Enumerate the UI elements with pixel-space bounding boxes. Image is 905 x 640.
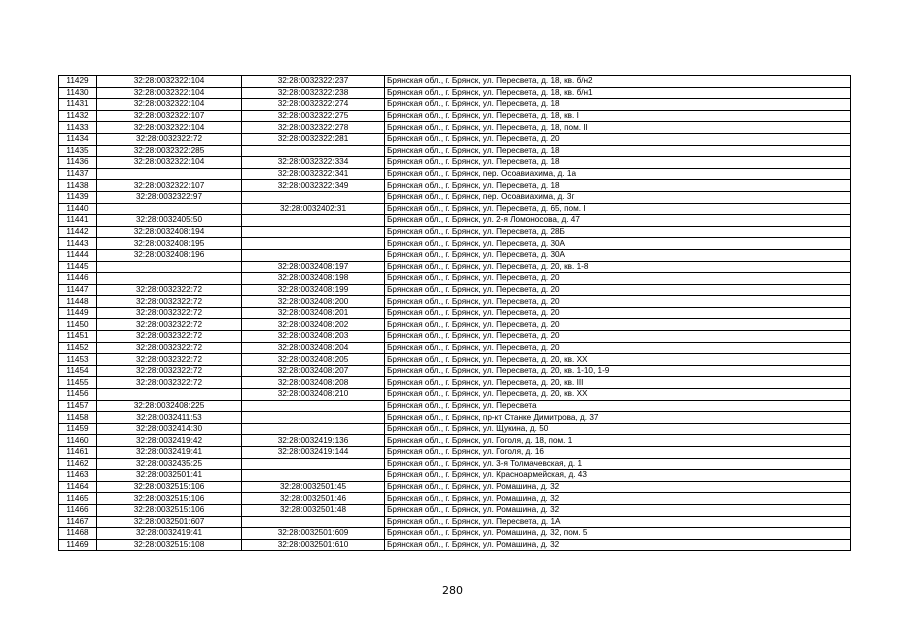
row-number-cell: 11452 — [59, 342, 97, 354]
row-number-cell: 11432 — [59, 110, 97, 122]
row-number-cell: 11436 — [59, 157, 97, 169]
table-row — [59, 435, 851, 447]
row-number-cell: 11466 — [59, 504, 97, 516]
building-cadastral-number-cell — [242, 226, 385, 238]
row-number-cell: 11453 — [59, 354, 97, 366]
row-number-cell: 11467 — [59, 516, 97, 528]
building-cadastral-number-cell: 32:28:0032408:207 — [242, 365, 385, 377]
land-cadastral-number-cell: 32:28:0032408:195 — [97, 238, 242, 250]
table-row — [59, 180, 851, 192]
row-number-cell: 11437 — [59, 168, 97, 180]
land-cadastral-number-cell — [97, 261, 242, 273]
land-cadastral-number-cell: 32:28:0032322:72 — [97, 284, 242, 296]
address-cell: Брянская обл., г. Брянск, ул. Пересвета, д. 28Б — [385, 226, 851, 238]
building-cadastral-number-cell: 32:28:0032501:45 — [242, 481, 385, 493]
address-cell: Брянская обл., г. Брянск, пр-кт Станке Димитрова, д. 37 — [385, 412, 851, 424]
building-cadastral-number-cell — [242, 458, 385, 470]
building-cadastral-number-cell: 32:28:0032408:210 — [242, 389, 385, 401]
row-number-cell: 11431 — [59, 99, 97, 111]
land-cadastral-number-cell: 32:28:0032322:72 — [97, 354, 242, 366]
row-number-cell: 11468 — [59, 528, 97, 540]
table-row — [59, 226, 851, 238]
table-row — [59, 284, 851, 296]
land-cadastral-number-cell: 32:28:0032322:72 — [97, 319, 242, 331]
address-cell: Брянская обл., г. Брянск, ул. Пересвета, д. 20 — [385, 319, 851, 331]
land-cadastral-number-cell: 32:28:0032435:25 — [97, 458, 242, 470]
row-number-cell: 11435 — [59, 145, 97, 157]
address-cell: Брянская обл., г. Брянск, ул. Ромашина, д. 32 — [385, 539, 851, 551]
building-cadastral-number-cell — [242, 516, 385, 528]
address-cell: Брянская обл., г. Брянск, ул. Пересвета, д. 20 — [385, 296, 851, 308]
land-cadastral-number-cell: 32:28:0032322:72 — [97, 331, 242, 343]
building-cadastral-number-cell — [242, 215, 385, 227]
row-number-cell: 11444 — [59, 249, 97, 261]
land-cadastral-number-cell: 32:28:0032322:107 — [97, 110, 242, 122]
table-row — [59, 516, 851, 528]
registry-table-body — [59, 76, 851, 551]
table-row — [59, 365, 851, 377]
table-row — [59, 273, 851, 285]
address-cell: Брянская обл., г. Брянск, ул. Пересвета, д. 20 — [385, 133, 851, 145]
building-cadastral-number-cell: 32:28:0032322:237 — [242, 76, 385, 88]
table-row — [59, 145, 851, 157]
building-cadastral-number-cell: 32:28:0032501:48 — [242, 504, 385, 516]
address-cell: Брянская обл., г. Брянск, ул. Пересвета, д. 18 — [385, 99, 851, 111]
building-cadastral-number-cell: 32:28:0032408:205 — [242, 354, 385, 366]
table-row — [59, 447, 851, 459]
land-cadastral-number-cell: 32:28:0032322:104 — [97, 76, 242, 88]
land-cadastral-number-cell: 32:28:0032419:42 — [97, 435, 242, 447]
row-number-cell: 11455 — [59, 377, 97, 389]
table-row — [59, 458, 851, 470]
table-row — [59, 423, 851, 435]
address-cell: Брянская обл., г. Брянск, ул. 2-я Ломоносова, д. 47 — [385, 215, 851, 227]
land-cadastral-number-cell: 32:28:0032515:106 — [97, 493, 242, 505]
building-cadastral-number-cell: 32:28:0032408:204 — [242, 342, 385, 354]
table-row — [59, 528, 851, 540]
table-row — [59, 400, 851, 412]
address-cell: Брянская обл., г. Брянск, ул. 3-я Толмачевская, д. 1 — [385, 458, 851, 470]
building-cadastral-number-cell: 32:28:0032501:610 — [242, 539, 385, 551]
table-row — [59, 191, 851, 203]
building-cadastral-number-cell: 32:28:0032408:208 — [242, 377, 385, 389]
address-cell: Брянская обл., г. Брянск, ул. Пересвета, д. 20, кв. XX — [385, 354, 851, 366]
table-row — [59, 76, 851, 88]
address-cell: Брянская обл., г. Брянск, ул. Пересвета, д. 20 — [385, 342, 851, 354]
row-number-cell: 11438 — [59, 180, 97, 192]
land-cadastral-number-cell: 32:28:0032408:225 — [97, 400, 242, 412]
row-number-cell: 11439 — [59, 191, 97, 203]
land-cadastral-number-cell: 32:28:0032414:30 — [97, 423, 242, 435]
address-cell: Брянская обл., г. Брянск, ул. Ромашина, д. 32 — [385, 481, 851, 493]
land-cadastral-number-cell: 32:28:0032322:72 — [97, 307, 242, 319]
row-number-cell: 11456 — [59, 389, 97, 401]
address-cell: Брянская обл., г. Брянск, ул. Пересвета, д. 20, кв. III — [385, 377, 851, 389]
address-cell: Брянская обл., г. Брянск, ул. Ромашина, д. 32 — [385, 504, 851, 516]
land-cadastral-number-cell: 32:28:0032322:72 — [97, 133, 242, 145]
row-number-cell: 11440 — [59, 203, 97, 215]
building-cadastral-number-cell — [242, 249, 385, 261]
land-cadastral-number-cell: 32:28:0032322:72 — [97, 377, 242, 389]
building-cadastral-number-cell — [242, 238, 385, 250]
address-cell: Брянская обл., г. Брянск, ул. Пересвета, д. 1А — [385, 516, 851, 528]
address-cell: Брянская обл., г. Брянск, ул. Пересвета — [385, 400, 851, 412]
table-row — [59, 99, 851, 111]
table-row — [59, 354, 851, 366]
row-number-cell: 11434 — [59, 133, 97, 145]
registry-table — [58, 75, 851, 551]
table-row — [59, 168, 851, 180]
table-row — [59, 261, 851, 273]
building-cadastral-number-cell: 32:28:0032408:200 — [242, 296, 385, 308]
table-row — [59, 470, 851, 482]
row-number-cell: 11463 — [59, 470, 97, 482]
land-cadastral-number-cell: 32:28:0032515:108 — [97, 539, 242, 551]
land-cadastral-number-cell: 32:28:0032322:104 — [97, 87, 242, 99]
address-cell: Брянская обл., г. Брянск, ул. Пересвета, д. 18, пом. II — [385, 122, 851, 134]
row-number-cell: 11449 — [59, 307, 97, 319]
address-cell: Брянская обл., г. Брянск, ул. Пересвета, д. 20, кв. XX — [385, 389, 851, 401]
row-number-cell: 11442 — [59, 226, 97, 238]
building-cadastral-number-cell: 32:28:0032322:341 — [242, 168, 385, 180]
row-number-cell: 11459 — [59, 423, 97, 435]
building-cadastral-number-cell: 32:28:0032322:275 — [242, 110, 385, 122]
land-cadastral-number-cell: 32:28:0032501:607 — [97, 516, 242, 528]
row-number-cell: 11465 — [59, 493, 97, 505]
address-cell: Брянская обл., г. Брянск, ул. Гоголя, д. 18, пом. 1 — [385, 435, 851, 447]
land-cadastral-number-cell — [97, 389, 242, 401]
table-row — [59, 389, 851, 401]
table-row — [59, 87, 851, 99]
table-row — [59, 122, 851, 134]
building-cadastral-number-cell: 32:28:0032501:46 — [242, 493, 385, 505]
land-cadastral-number-cell: 32:28:0032322:104 — [97, 122, 242, 134]
address-cell: Брянская обл., г. Брянск, ул. Ромашина, д. 32, пом. 5 — [385, 528, 851, 540]
building-cadastral-number-cell — [242, 400, 385, 412]
table-row — [59, 342, 851, 354]
land-cadastral-number-cell: 32:28:0032515:106 — [97, 504, 242, 516]
land-cadastral-number-cell: 32:28:0032408:194 — [97, 226, 242, 238]
building-cadastral-number-cell — [242, 191, 385, 203]
address-cell: Брянская обл., г. Брянск, ул. Красноармейская, д. 43 — [385, 470, 851, 482]
address-cell: Брянская обл., г. Брянск, ул. Пересвета, д. 20, кв. 1-10, 1-9 — [385, 365, 851, 377]
address-cell: Брянская обл., г. Брянск, ул. Пересвета, д. 18 — [385, 180, 851, 192]
address-cell: Брянская обл., г. Брянск, ул. Пересвета, д. 20 — [385, 284, 851, 296]
land-cadastral-number-cell: 32:28:0032411:53 — [97, 412, 242, 424]
land-cadastral-number-cell: 32:28:0032501:41 — [97, 470, 242, 482]
land-cadastral-number-cell: 32:28:0032322:104 — [97, 99, 242, 111]
address-cell: Брянская обл., г. Брянск, ул. Пересвета, д. 65, пом. I — [385, 203, 851, 215]
table-row — [59, 203, 851, 215]
table-row — [59, 504, 851, 516]
building-cadastral-number-cell — [242, 470, 385, 482]
land-cadastral-number-cell: 32:28:0032322:285 — [97, 145, 242, 157]
table-row — [59, 331, 851, 343]
land-cadastral-number-cell: 32:28:0032419:41 — [97, 528, 242, 540]
building-cadastral-number-cell: 32:28:0032408:201 — [242, 307, 385, 319]
address-cell: Брянская обл., г. Брянск, пер. Осоавиахима, д. 1а — [385, 168, 851, 180]
land-cadastral-number-cell: 32:28:0032515:106 — [97, 481, 242, 493]
building-cadastral-number-cell: 32:28:0032322:278 — [242, 122, 385, 134]
row-number-cell: 11454 — [59, 365, 97, 377]
address-cell: Брянская обл., г. Брянск, ул. Пересвета, д. 18 — [385, 145, 851, 157]
table-row — [59, 319, 851, 331]
row-number-cell: 11469 — [59, 539, 97, 551]
row-number-cell: 11460 — [59, 435, 97, 447]
address-cell: Брянская обл., г. Брянск, ул. Пересвета, д. 18 — [385, 157, 851, 169]
table-row — [59, 110, 851, 122]
row-number-cell: 11457 — [59, 400, 97, 412]
row-number-cell: 11450 — [59, 319, 97, 331]
land-cadastral-number-cell: 32:28:0032322:72 — [97, 342, 242, 354]
building-cadastral-number-cell: 32:28:0032501:609 — [242, 528, 385, 540]
table-row — [59, 296, 851, 308]
address-cell: Брянская обл., г. Брянск, ул. Пересвета, д. 18, кв. б/н1 — [385, 87, 851, 99]
land-cadastral-number-cell: 32:28:0032408:196 — [97, 249, 242, 261]
land-cadastral-number-cell: 32:28:0032405:50 — [97, 215, 242, 227]
building-cadastral-number-cell: 32:28:0032408:199 — [242, 284, 385, 296]
building-cadastral-number-cell: 32:28:0032402:31 — [242, 203, 385, 215]
building-cadastral-number-cell: 32:28:0032408:197 — [242, 261, 385, 273]
land-cadastral-number-cell: 32:28:0032322:107 — [97, 180, 242, 192]
land-cadastral-number-cell: 32:28:0032322:72 — [97, 296, 242, 308]
row-number-cell: 11451 — [59, 331, 97, 343]
building-cadastral-number-cell — [242, 412, 385, 424]
building-cadastral-number-cell: 32:28:0032322:334 — [242, 157, 385, 169]
building-cadastral-number-cell: 32:28:0032408:203 — [242, 331, 385, 343]
address-cell: Брянская обл., г. Брянск, ул. Гоголя, д. 16 — [385, 447, 851, 459]
address-cell: Брянская обл., г. Брянск, ул. Пересвета, д. 18, кв. I — [385, 110, 851, 122]
address-cell: Брянская обл., г. Брянск, ул. Пересвета, д. 30А — [385, 249, 851, 261]
table-row — [59, 412, 851, 424]
land-cadastral-number-cell: 32:28:0032322:97 — [97, 191, 242, 203]
table-row — [59, 215, 851, 227]
address-cell: Брянская обл., г. Брянск, ул. Пересвета, д. 20 — [385, 307, 851, 319]
land-cadastral-number-cell: 32:28:0032419:41 — [97, 447, 242, 459]
building-cadastral-number-cell: 32:28:0032419:144 — [242, 447, 385, 459]
page-number: 280 — [442, 584, 463, 597]
building-cadastral-number-cell: 32:28:0032322:238 — [242, 87, 385, 99]
building-cadastral-number-cell: 32:28:0032322:281 — [242, 133, 385, 145]
row-number-cell: 11441 — [59, 215, 97, 227]
table-row — [59, 133, 851, 145]
table-row — [59, 238, 851, 250]
row-number-cell: 11448 — [59, 296, 97, 308]
land-cadastral-number-cell: 32:28:0032322:72 — [97, 365, 242, 377]
address-cell: Брянская обл., г. Брянск, пер. Осоавиахима, д. 3г — [385, 191, 851, 203]
land-cadastral-number-cell — [97, 273, 242, 285]
building-cadastral-number-cell: 32:28:0032419:136 — [242, 435, 385, 447]
table-row — [59, 249, 851, 261]
address-cell: Брянская обл., г. Брянск, ул. Пересвета, д. 20, кв. 1-8 — [385, 261, 851, 273]
table-row — [59, 377, 851, 389]
land-cadastral-number-cell: 32:28:0032322:104 — [97, 157, 242, 169]
building-cadastral-number-cell: 32:28:0032408:202 — [242, 319, 385, 331]
building-cadastral-number-cell — [242, 145, 385, 157]
table-row — [59, 493, 851, 505]
address-cell: Брянская обл., г. Брянск, ул. Пересвета, д. 30А — [385, 238, 851, 250]
address-cell: Брянская обл., г. Брянск, ул. Пересвета, д. 18, кв. б/н2 — [385, 76, 851, 88]
row-number-cell: 11429 — [59, 76, 97, 88]
table-row — [59, 307, 851, 319]
row-number-cell: 11461 — [59, 447, 97, 459]
table-row — [59, 539, 851, 551]
row-number-cell: 11446 — [59, 273, 97, 285]
row-number-cell: 11462 — [59, 458, 97, 470]
building-cadastral-number-cell — [242, 423, 385, 435]
row-number-cell: 11433 — [59, 122, 97, 134]
row-number-cell: 11447 — [59, 284, 97, 296]
land-cadastral-number-cell — [97, 203, 242, 215]
row-number-cell: 11445 — [59, 261, 97, 273]
row-number-cell: 11443 — [59, 238, 97, 250]
building-cadastral-number-cell: 32:28:0032322:274 — [242, 99, 385, 111]
building-cadastral-number-cell: 32:28:0032408:198 — [242, 273, 385, 285]
row-number-cell: 11458 — [59, 412, 97, 424]
table-row — [59, 157, 851, 169]
address-cell: Брянская обл., г. Брянск, ул. Ромашина, д. 32 — [385, 493, 851, 505]
address-cell: Брянская обл., г. Брянск, ул. Пересвета, д. 20 — [385, 331, 851, 343]
address-cell: Брянская обл., г. Брянск, ул. Пересвета, д. 20 — [385, 273, 851, 285]
table-row — [59, 481, 851, 493]
row-number-cell: 11430 — [59, 87, 97, 99]
row-number-cell: 11464 — [59, 481, 97, 493]
land-cadastral-number-cell — [97, 168, 242, 180]
address-cell: Брянская обл., г. Брянск, ул. Щукина, д. 50 — [385, 423, 851, 435]
building-cadastral-number-cell: 32:28:0032322:349 — [242, 180, 385, 192]
